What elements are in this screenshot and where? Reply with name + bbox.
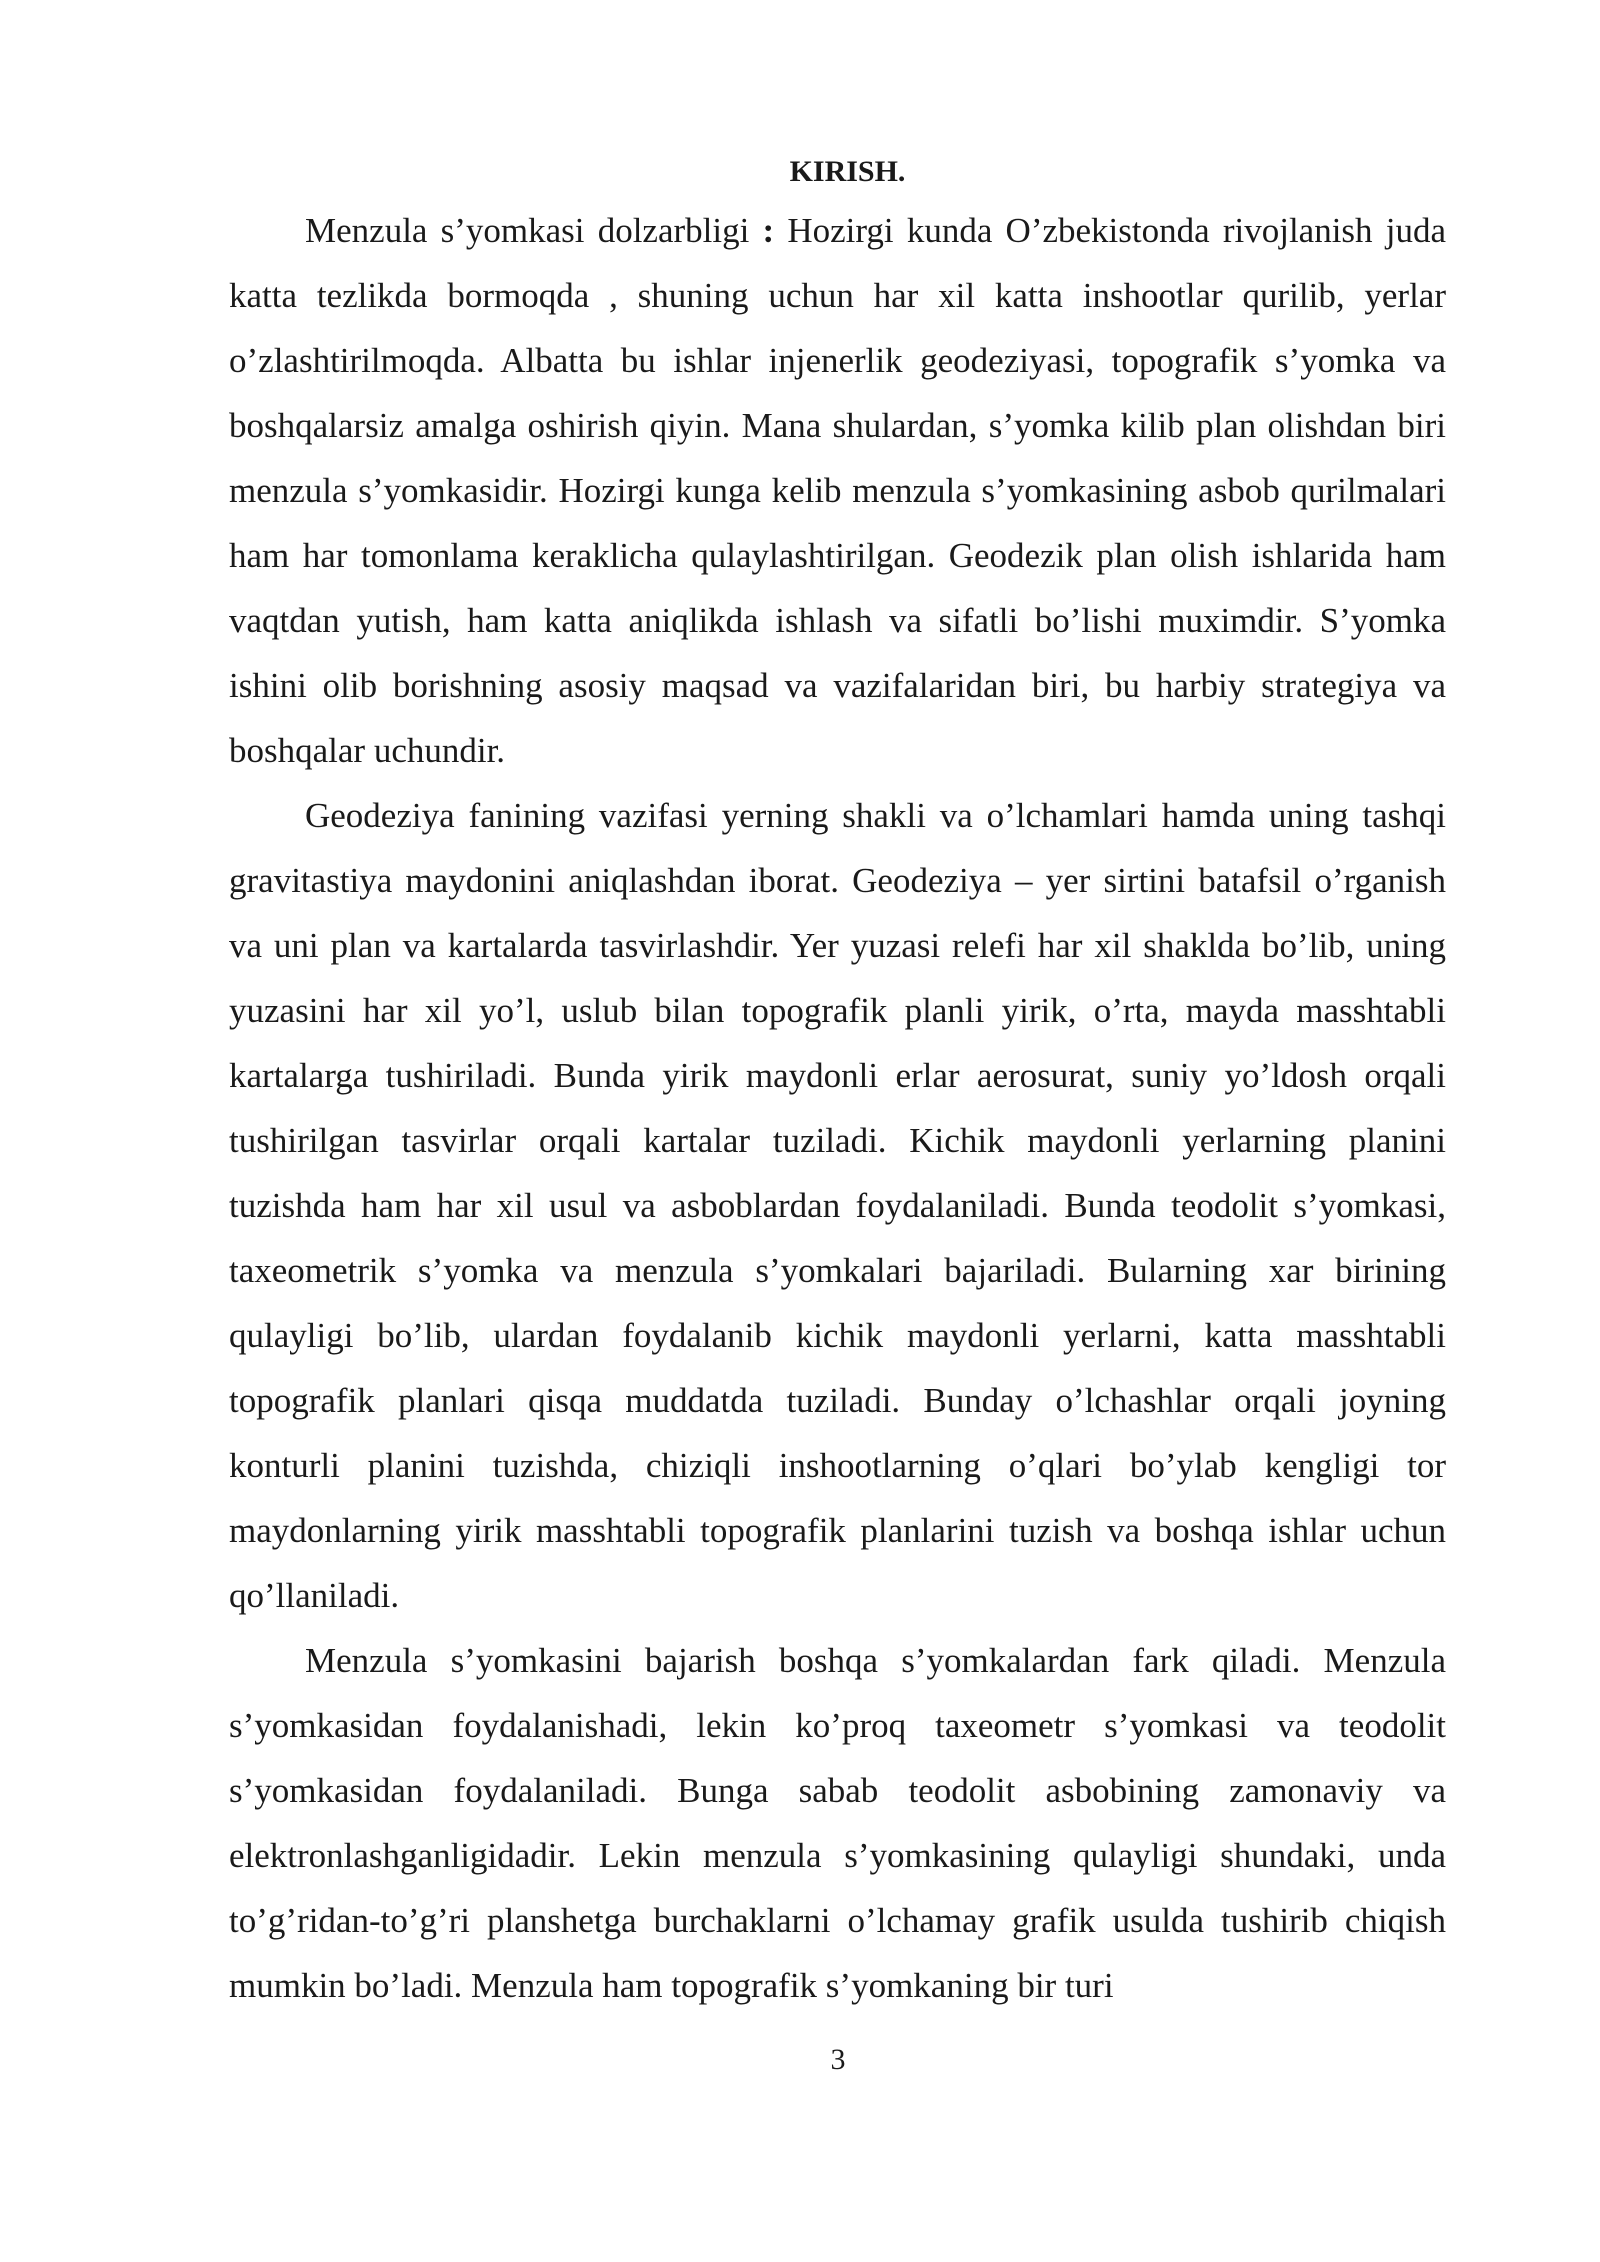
paragraph-relevance: [229, 198, 1446, 783]
page-number: 3: [830, 2043, 846, 2076]
paragraph-geodesy: Geodeziya fanining vazifasi yerning shakli va o’lchamlari hamda uning tashqi gravitastiya maydonini aniqlashdan iborat. Geodeziya – yer sirtini batafsil o’rganish va uni plan va kartalarda tasvirlashdir. Yer yuzasi relefi har xil shaklda bo’lib, uning yuzasini har xil yo’l, uslub bilan topografik planli yirik, o’rta, mayda masshtabli kartalarga tushiriladi. Bunda yirik maydonli erlar aerosurat, suniy yo’ldosh orqali tushirilgan tasvirlar orqali kartalar tuziladi. Kichik maydonli yerlarning planini tuzishda ham har xil usul va asboblardan foydalaniladi. Bunda teodolit s’yomkasi, taxeometrik s’yomka va menzula s’yomkalari bajariladi. Bularning xar birining qulayligi bo’lib, ulardan foydalanib kichik maydonli yerlarni, katta masshtabli topografik planlari qisqa muddatda tuziladi. Bunday o’lchashlar orqali joyning konturli planini tuzishda, chiziqli inshootlarning o’qlari bo’ylab kengligi tor maydonlarning yirik masshtabli topografik planlarini tuzish va boshqa ishlar uchun qo’llaniladi.: [229, 796, 1446, 1615]
page-body: [229, 150, 1446, 2018]
paragraph-menzula: Menzula s’yomkasini bajarish boshqa s’yomkalardan fark qiladi. Menzula s’yomkasidan foydalanishadi, lekin ko’proq taxeometr s’yomkasi va teodolit s’yomkasidan foydalaniladi. Bunga sabab teodolit asbobining zamonaviy va elektronlashganligidadir. Lekin menzula s’yomkasining qulayligi shundaki, unda to’g’ridan-to’g’ri planshetga burchaklarni o’lchamay grafik usulda tushirib chiqish mumkin bo’ladi. Menzula ham topografik s’yomkaning bir turi: [229, 1641, 1446, 2005]
paragraph-lead-colon: :: [762, 211, 775, 250]
paragraph-lead: Menzula s’yomkasi dolzarbligi: [305, 211, 763, 250]
paragraph-body: Hozirgi kunda O’zbekistonda rivojlanish juda katta tezlikda bormoqda , shuning uchun har xil katta inshootlar qurilib, yerlar o’zlashtirilmoqda. Albatta bu ishlar injenerlik geodeziyasi, topografik s’yomka va boshqalarsiz amalga oshirish qiyin. Mana shulardan, s’yomka kilib plan olishdan biri menzula s’yomkasidir. Hozirgi kunga kelib menzula s’yomkasining asbob qurilmalari ham har tomonlama keraklicha qulaylashtirilgan. Geodezik plan olish ishlarida ham vaqtdan yutish, ham katta aniqlikda ishlash va sifatli bo’lishi muximdir. S’yomka ishini olib borishning asosiy maqsad va vazifalaridan biri, bu harbiy strategiya va boshqalar uchundir.: [229, 211, 1446, 770]
section-title: KIRISH.: [789, 155, 906, 188]
